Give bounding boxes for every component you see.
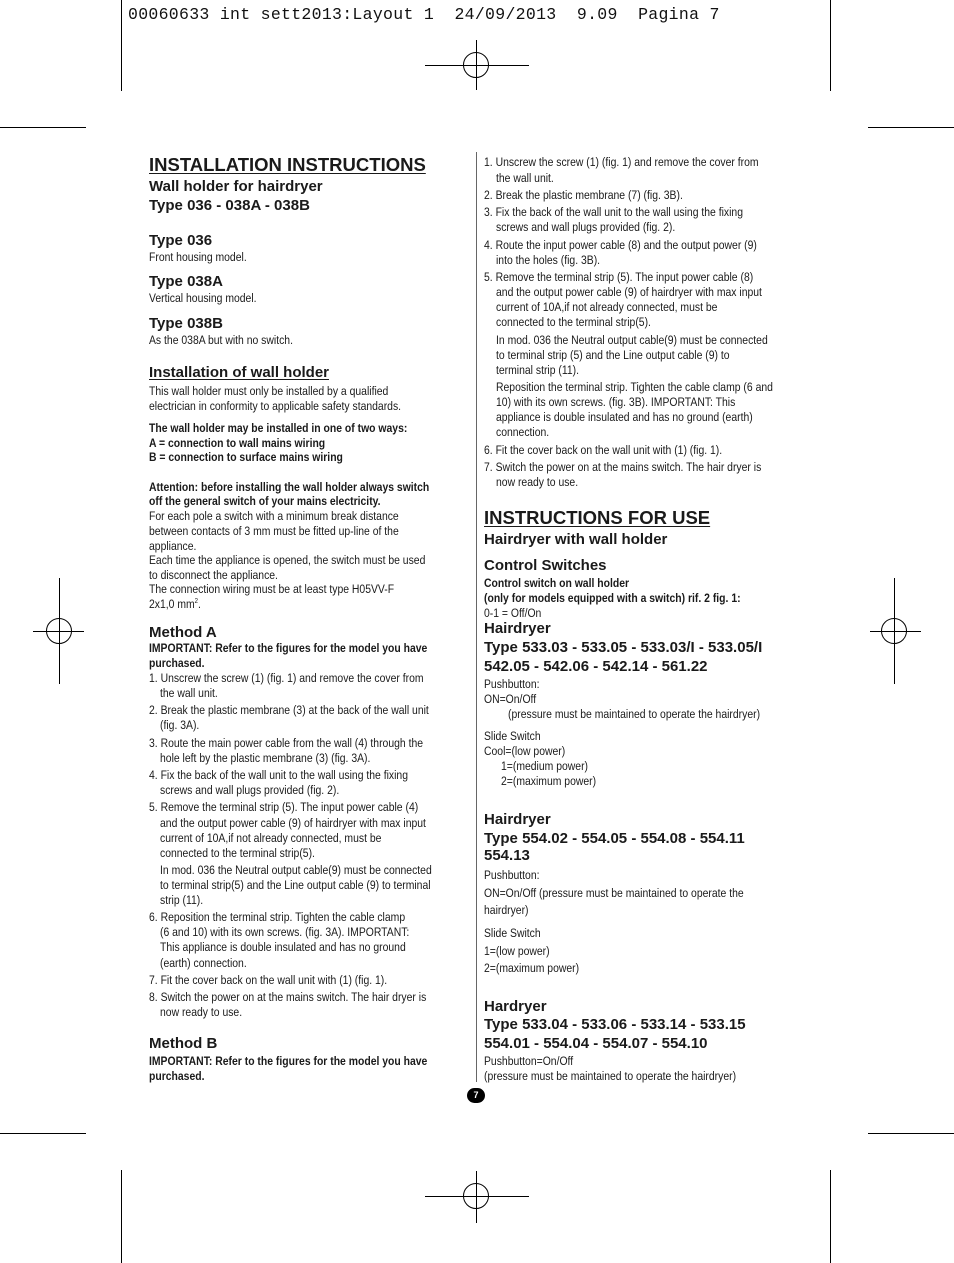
text-line: 2x1,0 $mm^2$. [149,597,201,611]
text-line: hairdryer) [484,903,529,917]
list-item: This appliance is double insulated and has no ground [160,940,406,954]
text-line: appliance. [149,539,197,553]
list-item: 10) with its own screws. (fig. 3B). IMPORTANT: This [496,395,736,409]
type-list: 542.05 - 542.06 - 542.14 - 561.22 [484,658,708,675]
hairdryer-heading: Hairdryer [484,811,551,828]
text-line: IMPORTANT: Refer to the figures for the model you have [149,1054,428,1068]
list-item: the wall unit. [496,171,554,185]
text-line: Pushbutton: [484,868,540,882]
list-item: In mod. 036 the Neutral output cable(9) must be connected [160,863,432,877]
text-line: Cool=(low power) [484,744,566,758]
type036-text: Front housing model. [149,250,247,264]
column-divider [476,152,477,1082]
method-b-heading: Method B [149,1035,218,1052]
text-line: Slide Switch [484,729,541,743]
list-item: (fig. 3A). [160,718,200,732]
list-item: current of 10A,if not already connected, must be [160,831,382,845]
list-item: and the output power cable (9) of hairdryer with max input [496,285,762,299]
text-line: Each time the appliance is opened, the switch must be used [149,553,426,567]
text-line: to disconnect the appliance. [149,568,278,582]
registration-circle [46,618,72,644]
crop-mark [121,0,122,91]
text-line: B = connection to surface mains wiring [149,450,343,464]
text-line: The connection wiring must be at least type H05VV-F [149,582,395,596]
use-title: INSTRUCTIONS FOR USE [484,507,711,528]
list-item: into the holes (fig. 3B). [496,253,601,267]
text-line: Attention: before installing the wall holder always switch [149,480,430,494]
crop-mark [868,127,954,128]
list-item: 8. Switch the power on at the mains switch. The hair dryer is [149,990,427,1004]
list-item: now ready to use. [496,475,579,489]
crop-mark [868,1133,954,1134]
text-line: This wall holder must only be installed by a qualified [149,384,389,398]
list-item: connection. [496,425,550,439]
text-line: between contacts of 3 mm must be fitted up-line of the [149,524,399,538]
text-line: ON=On/Off [484,692,537,706]
list-item: 3. Route the main power cable from the wall (4) through the [149,736,424,750]
crop-mark [0,1133,86,1134]
hairdryer-heading: Hardryer [484,998,547,1015]
text-line: Pushbutton=On/Off [484,1054,574,1068]
text-line: Pushbutton: [484,677,540,691]
type-subtitle: Type 036 - 038A - 038B [149,197,310,214]
type038a-text: Vertical housing model. [149,291,257,305]
list-item: 5. Remove the terminal strip (5). The input power cable (4) [149,800,419,814]
list-item: 6. Fit the cover back on the wall unit with (1) (fig. 1). [484,443,723,457]
text-line: off the general switch of your mains electricity. [149,494,381,508]
crop-mark [830,0,831,91]
list-item: 4. Fix the back of the wall unit to the wall using the fixing [149,768,409,782]
list-item: 7. Switch the power on at the mains switch. The hair dryer is [484,460,762,474]
list-item: (6 and 10) with its own screws. (fig. 3A). IMPORTANT: [160,925,410,939]
list-item: 1. Unscrew the screw (1) (fig. 1) and remove the cover from [149,671,424,685]
list-item: 5. Remove the terminal strip (5). The input power cable (8) [484,270,754,284]
list-item: now ready to use. [160,1005,243,1019]
list-item: In mod. 036 the Neutral output cable(9) must be connected [496,333,768,347]
text-line: 2=(maximum power) [484,961,580,975]
list-item: 1. Unscrew the screw (1) (fig. 1) and remove the cover from [484,155,759,169]
type-list: Type 554.02 - 554.05 - 554.08 - 554.11 [484,830,745,847]
type038b-heading: Type 038B [149,315,223,332]
list-item: screws and wall plugs provided (fig. 2). [496,220,676,234]
type-list: Type 533.04 - 533.06 - 533.14 - 533.15 [484,1016,746,1033]
list-item: current of 10A,if not already connected, must be [496,300,718,314]
list-item: screws and wall plugs provided (fig. 2). [160,783,340,797]
registration-circle [881,618,907,644]
list-item: to terminal strip (5) and the Line output cable (9) to [496,348,730,362]
use-subtitle: Hairdryer with wall holder [484,531,668,548]
list-item: terminal strip (11). [496,363,580,377]
install-heading: Installation of wall holder [149,364,330,381]
method-a-heading: Method A [149,624,217,641]
type-list: Type 533.03 - 533.05 - 533.03/I - 533.05/I [484,639,763,656]
text-line: The wall holder may be installed in one of two ways: [149,421,408,435]
list-item: connected to the terminal strip(5). [496,315,651,329]
crop-mark [830,1170,831,1263]
list-item: hole left by the plastic membrane (3) (fig. 3A). [160,751,371,765]
control-switches-heading: Control Switches [484,557,607,574]
text-line: purchased. [149,656,205,670]
text-line: 1=(medium power) [501,759,588,773]
list-item: 4. Route the input power cable (8) and the output power (9) [484,238,757,252]
text-line: For each pole a switch with a minimum break distance [149,509,399,523]
list-item: (earth) connection. [160,956,247,970]
registration-circle [463,52,489,78]
text-line: 1=(low power) [484,944,550,958]
text-line: A = connection to wall mains wiring [149,436,326,450]
wall-holder-subtitle: Wall holder for hairdryer [149,178,323,195]
text-line: IMPORTANT: Refer to the figures for the model you have [149,641,428,655]
text-line: Control switch on wall holder [484,576,630,590]
type036-heading: Type 036 [149,232,213,249]
list-item: the wall unit. [160,686,218,700]
list-item: and the output power cable (9) of hairdryer with max input [160,816,426,830]
list-item: 3. Fix the back of the wall unit to the wall using the fixing [484,205,744,219]
list-item: connected to the terminal strip(5). [160,846,315,860]
list-item: Reposition the terminal strip. Tighten the cable clamp (6 and [496,380,773,394]
list-item: 6. Reposition the terminal strip. Tighten the cable clamp [149,910,406,924]
list-item: 2. Break the plastic membrane (3) at the back of the wall unit [149,703,429,717]
type-list: 554.01 - 554.04 - 554.07 - 554.10 [484,1035,708,1052]
list-item: strip (11). [160,893,204,907]
text-line: 0-1 = Off/On [484,606,542,620]
list-item: to terminal strip(5) and the Line output cable (9) to terminal [160,878,431,892]
text-line: ON=On/Off (pressure must be maintained to operate the [484,886,744,900]
slug-line: 00060633 int sett2013:Layout 1 24/09/2013 9.09 Pagina 7 [128,5,720,24]
text-line: purchased. [149,1069,205,1083]
list-item: 2. Break the plastic membrane (7) (fig. 3B). [484,188,683,202]
text-line: 2=(maximum power) [501,774,597,788]
crop-mark [0,127,86,128]
text-line: (pressure must be maintained to operate the hairdryer) [484,1069,737,1083]
text-line: Slide Switch [484,926,541,940]
list-item: appliance is double insulated and has no ground (earth) [496,410,753,424]
text-line: (only for models equipped with a switch) rif. 2 fig. 1: [484,591,741,605]
registration-circle [463,1183,489,1209]
installation-title: INSTALLATION INSTRUCTIONS [149,154,426,175]
page-number: 7 [467,1088,485,1103]
crop-mark [121,1170,122,1263]
hairdryer-heading: Hairdryer [484,620,551,637]
type038a-heading: Type 038A [149,273,223,290]
text-line: (pressure must be maintained to operate the hairdryer) [508,707,761,721]
type-list: 554.13 [484,847,530,864]
type038b-text: As the 038A but with no switch. [149,333,293,347]
list-item: 7. Fit the cover back on the wall unit with (1) (fig. 1). [149,973,388,987]
text-line: electrician in conformity to applicable safety standards. [149,399,402,413]
